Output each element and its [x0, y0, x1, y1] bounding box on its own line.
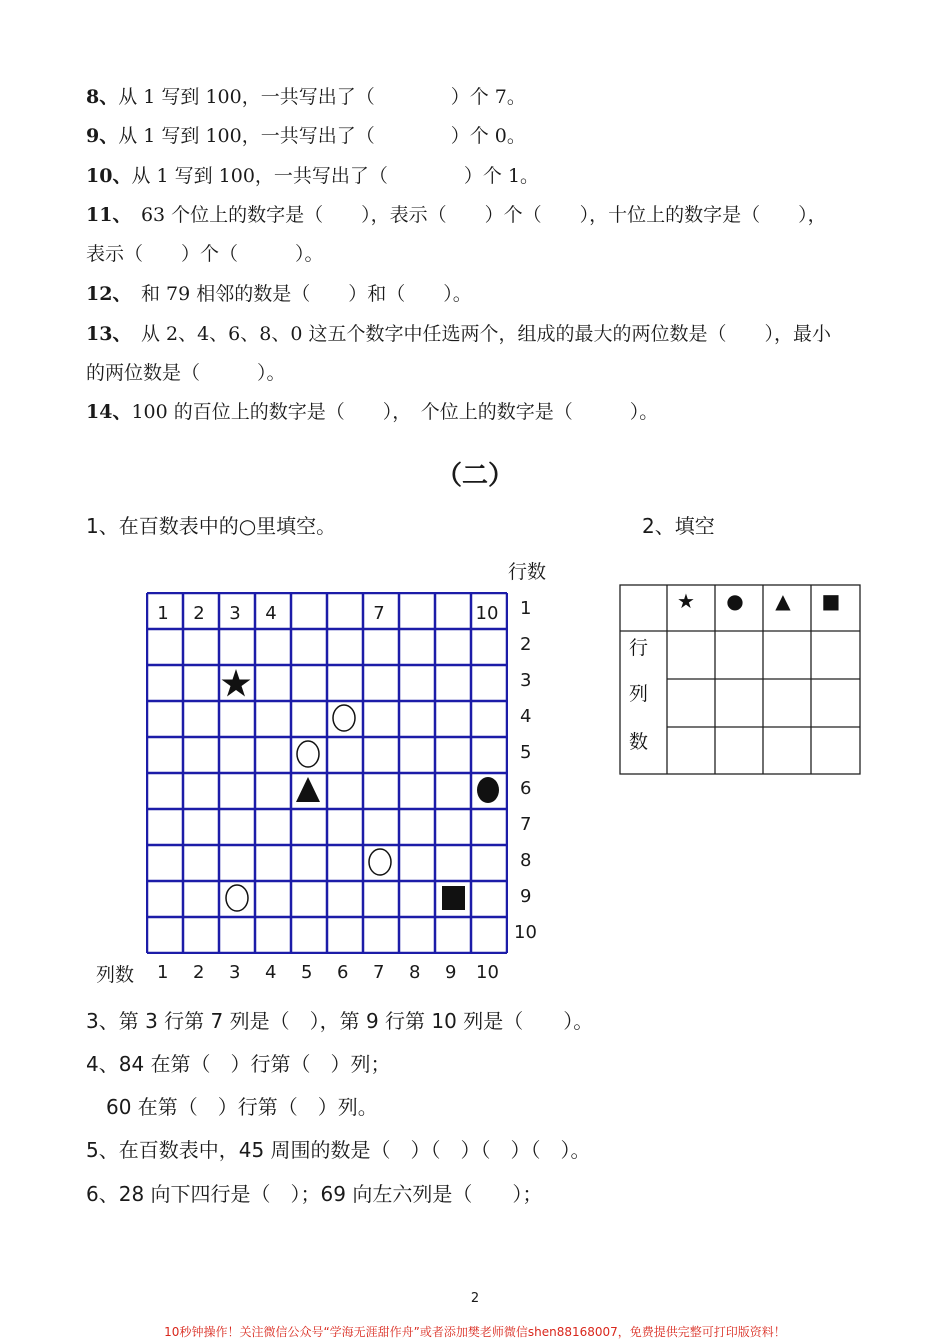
- hundred-chart-grid: [146, 592, 508, 954]
- col-number: 4: [265, 962, 277, 983]
- table-row-label-row: 行: [629, 637, 649, 659]
- question-11: 11、 63 个位上的数字是（ ），表示（ ）个（ ），十位上的数字是（ ），: [86, 204, 827, 226]
- col-number: 7: [373, 962, 385, 983]
- row-number: 1: [520, 598, 532, 619]
- row-number: 9: [520, 886, 532, 907]
- row-number: 4: [520, 706, 532, 727]
- row-number: 8: [520, 850, 532, 871]
- cell-number-1: 1: [157, 603, 169, 624]
- cell-number-2: 2: [193, 603, 205, 624]
- question-14: 14、100 的百位上的数字是（ ）， 个位上的数字是（ ）。: [86, 401, 659, 423]
- footer-promo: 10秒钟操作！关注微信公众号“学海无涯甜作舟”或者添加樊老师微信shen88168007，免费提供完整可打印版资料！: [164, 1325, 786, 1339]
- col-number: 6: [337, 962, 349, 983]
- star-icon: [222, 669, 251, 697]
- row-number: 5: [520, 742, 532, 763]
- square-icon: ■: [821, 589, 841, 613]
- q1-label: 1、在百数表中的○里填空。: [86, 514, 337, 538]
- triangle-icon: [296, 777, 320, 802]
- table-lines: [620, 585, 860, 774]
- row-number: 3: [520, 670, 532, 691]
- circle-outline-icon: [369, 849, 391, 875]
- table-row-label-number: 数: [629, 731, 649, 753]
- fill-in-table: [619, 584, 861, 776]
- col-axis-label: 列数: [96, 964, 135, 986]
- cell-number-3: 3: [229, 603, 241, 624]
- cell-number-7: 7: [373, 603, 385, 624]
- col-number: 3: [229, 962, 241, 983]
- question-9: 9、从 1 写到 100，一共写出了（ ）个 0。: [86, 125, 526, 147]
- question-s2-5: 5、在百数表中，45 周围的数是（ ）（ ）（ ）（ ）。: [86, 1138, 591, 1162]
- circle-outline-icon: [226, 885, 248, 911]
- circle-outline-icon: [297, 741, 319, 767]
- q2-label: 2、填空: [642, 514, 715, 538]
- col-number: 5: [301, 962, 313, 983]
- triangle-icon: ▲: [775, 589, 791, 613]
- cell-number-4: 4: [265, 603, 277, 624]
- star-icon: ★: [677, 589, 695, 613]
- page-number: 2: [470, 1291, 480, 1306]
- question-s2-3: 3、第 3 行第 7 列是（ ），第 9 行第 10 列是（ ）。: [86, 1009, 594, 1033]
- table-row-label-column: 列: [629, 683, 649, 705]
- col-numbers: [146, 962, 508, 986]
- question-s2-6: 6、28 向下四行是（ ）；69 向左六列是（ ）；: [86, 1182, 543, 1206]
- question-13-cont: 的两位数是（ ）。: [86, 362, 286, 384]
- col-number: 10: [476, 962, 499, 983]
- cell-number-10: 10: [475, 603, 499, 624]
- question-10: 10、从 1 写到 100，一共写出了（ ）个 1。: [86, 165, 540, 187]
- filled-circle-icon: [477, 777, 499, 803]
- question-s2-4-cont: 60 在第（ ）行第（ ）列。: [86, 1095, 378, 1119]
- row-number: 6: [520, 778, 532, 799]
- question-13: 13、 从 2、4、6、8、0 这五个数字中任选两个，组成的最大的两位数是（ ），最小: [86, 323, 831, 345]
- circle-outline-icon: [333, 705, 355, 731]
- col-number: 8: [409, 962, 421, 983]
- question-11-cont: 表示（ ）个（ ）。: [86, 243, 324, 265]
- col-number: 2: [193, 962, 205, 983]
- row-number: 10: [514, 922, 537, 943]
- row-number: 2: [520, 634, 532, 655]
- question-s2-4: 4、84 在第（ ）行第（ ）列；: [86, 1052, 391, 1076]
- question-12: 12、 和 79 相邻的数是（ ）和（ ）。: [86, 283, 472, 305]
- row-number: 7: [520, 814, 532, 835]
- filled-circle-icon: ●: [726, 589, 744, 613]
- square-icon: [442, 886, 465, 910]
- col-number: 9: [445, 962, 457, 983]
- section-title: （二）: [435, 461, 514, 491]
- row-axis-label: 行数: [508, 561, 547, 583]
- col-number: 1: [157, 962, 169, 983]
- question-8: 8、从 1 写到 100，一共写出了（ ）个 7。: [86, 86, 526, 108]
